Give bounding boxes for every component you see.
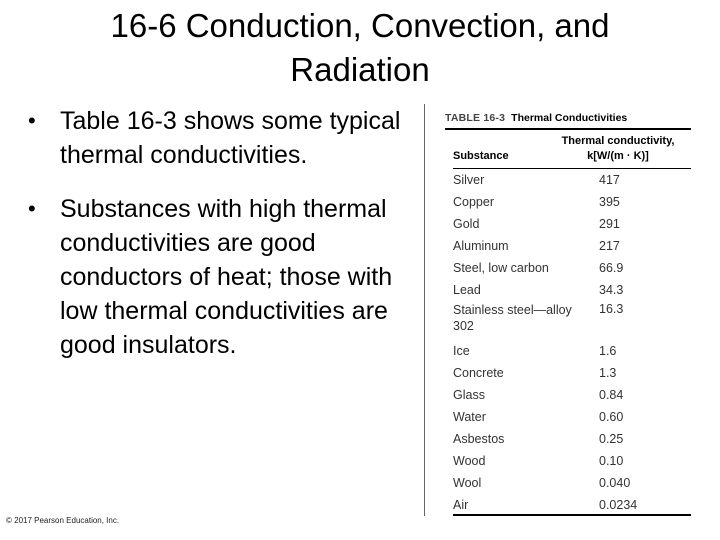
table-bottom-rule bbox=[453, 514, 691, 516]
bullet-list bbox=[28, 104, 408, 382]
table-caption bbox=[445, 108, 691, 130]
table-header bbox=[453, 130, 691, 169]
cell-conductivity: 395 bbox=[599, 195, 620, 209]
cell-conductivity: 34.3 bbox=[599, 283, 624, 297]
table-row bbox=[453, 384, 691, 406]
bullet-item bbox=[28, 104, 408, 172]
cell-conductivity: 291 bbox=[599, 217, 620, 231]
cell-conductivity: 217 bbox=[599, 239, 620, 253]
table-row bbox=[453, 406, 691, 428]
cell-conductivity: 0.84 bbox=[599, 388, 624, 402]
cell-conductivity: 16.3 bbox=[599, 302, 624, 316]
bullet-text: Substances with high thermal conductivities are good conductors of heat; those with low thermal conductivities are good insulators. bbox=[60, 195, 393, 359]
table-row bbox=[453, 494, 691, 516]
cell-substance: Steel, low carbon bbox=[453, 261, 549, 275]
cell-conductivity: 417 bbox=[599, 173, 620, 187]
cell-substance: Gold bbox=[453, 217, 480, 231]
table-row bbox=[453, 428, 691, 450]
table-row bbox=[453, 279, 691, 301]
cell-conductivity: 0.10 bbox=[599, 454, 624, 468]
table-row bbox=[453, 362, 691, 384]
table-row bbox=[453, 213, 691, 235]
cell-substance: Glass bbox=[453, 388, 485, 402]
cell-conductivity: 0.60 bbox=[599, 410, 624, 424]
cell-conductivity: 0.0234 bbox=[599, 498, 638, 512]
cell-substance: Copper bbox=[453, 195, 494, 209]
header-substance: Substance bbox=[453, 150, 509, 162]
bullet-glyph: • bbox=[28, 108, 36, 133]
header-conductivity bbox=[553, 134, 683, 164]
table-number: TABLE 16-3 bbox=[445, 112, 506, 124]
slide-title: 16-6 Conduction, Convection, and Radiation bbox=[110, 7, 610, 88]
cell-conductivity: 1.3 bbox=[599, 366, 617, 380]
bullet-text: Table 16-3 shows some typical thermal conductivities. bbox=[60, 107, 401, 169]
cell-substance: Silver bbox=[453, 173, 485, 187]
cell-substance: Lead bbox=[453, 283, 481, 297]
table-body bbox=[453, 169, 691, 516]
table-row bbox=[453, 301, 691, 340]
cell-substance: Air bbox=[453, 498, 469, 512]
cell-substance: Concrete bbox=[453, 366, 504, 380]
cell-conductivity: 0.25 bbox=[599, 432, 624, 446]
table-row bbox=[453, 450, 691, 472]
header-conductivity-line1: Thermal conductivity, bbox=[561, 135, 675, 147]
table-row bbox=[453, 257, 691, 279]
cell-substance: Aluminum bbox=[453, 239, 509, 253]
bullet-glyph: • bbox=[28, 196, 36, 221]
table-row bbox=[453, 472, 691, 494]
cell-substance: Wood bbox=[453, 454, 486, 468]
table-row bbox=[453, 169, 691, 191]
cell-substance: Ice bbox=[453, 344, 470, 358]
cell-conductivity: 0.040 bbox=[599, 476, 631, 490]
cell-conductivity: 66.9 bbox=[599, 261, 624, 275]
header-conductivity-line2: k[W/(m · K)] bbox=[587, 150, 649, 162]
cell-substance: Asbestos bbox=[453, 432, 505, 446]
divider-line bbox=[424, 104, 425, 516]
conductivity-table bbox=[445, 108, 691, 515]
table-row bbox=[453, 191, 691, 213]
bullet-item bbox=[28, 192, 408, 362]
cell-substance: Stainless steel—alloy 302 bbox=[453, 303, 572, 333]
cell-conductivity: 1.6 bbox=[599, 344, 617, 358]
cell-substance: Water bbox=[453, 410, 486, 424]
copyright-footer: © 2017 Pearson Education, Inc. bbox=[6, 516, 120, 525]
cell-substance: Wool bbox=[453, 476, 482, 490]
table-row bbox=[453, 340, 691, 362]
table-row bbox=[453, 235, 691, 257]
table-name: Thermal Conductivities bbox=[511, 112, 628, 124]
